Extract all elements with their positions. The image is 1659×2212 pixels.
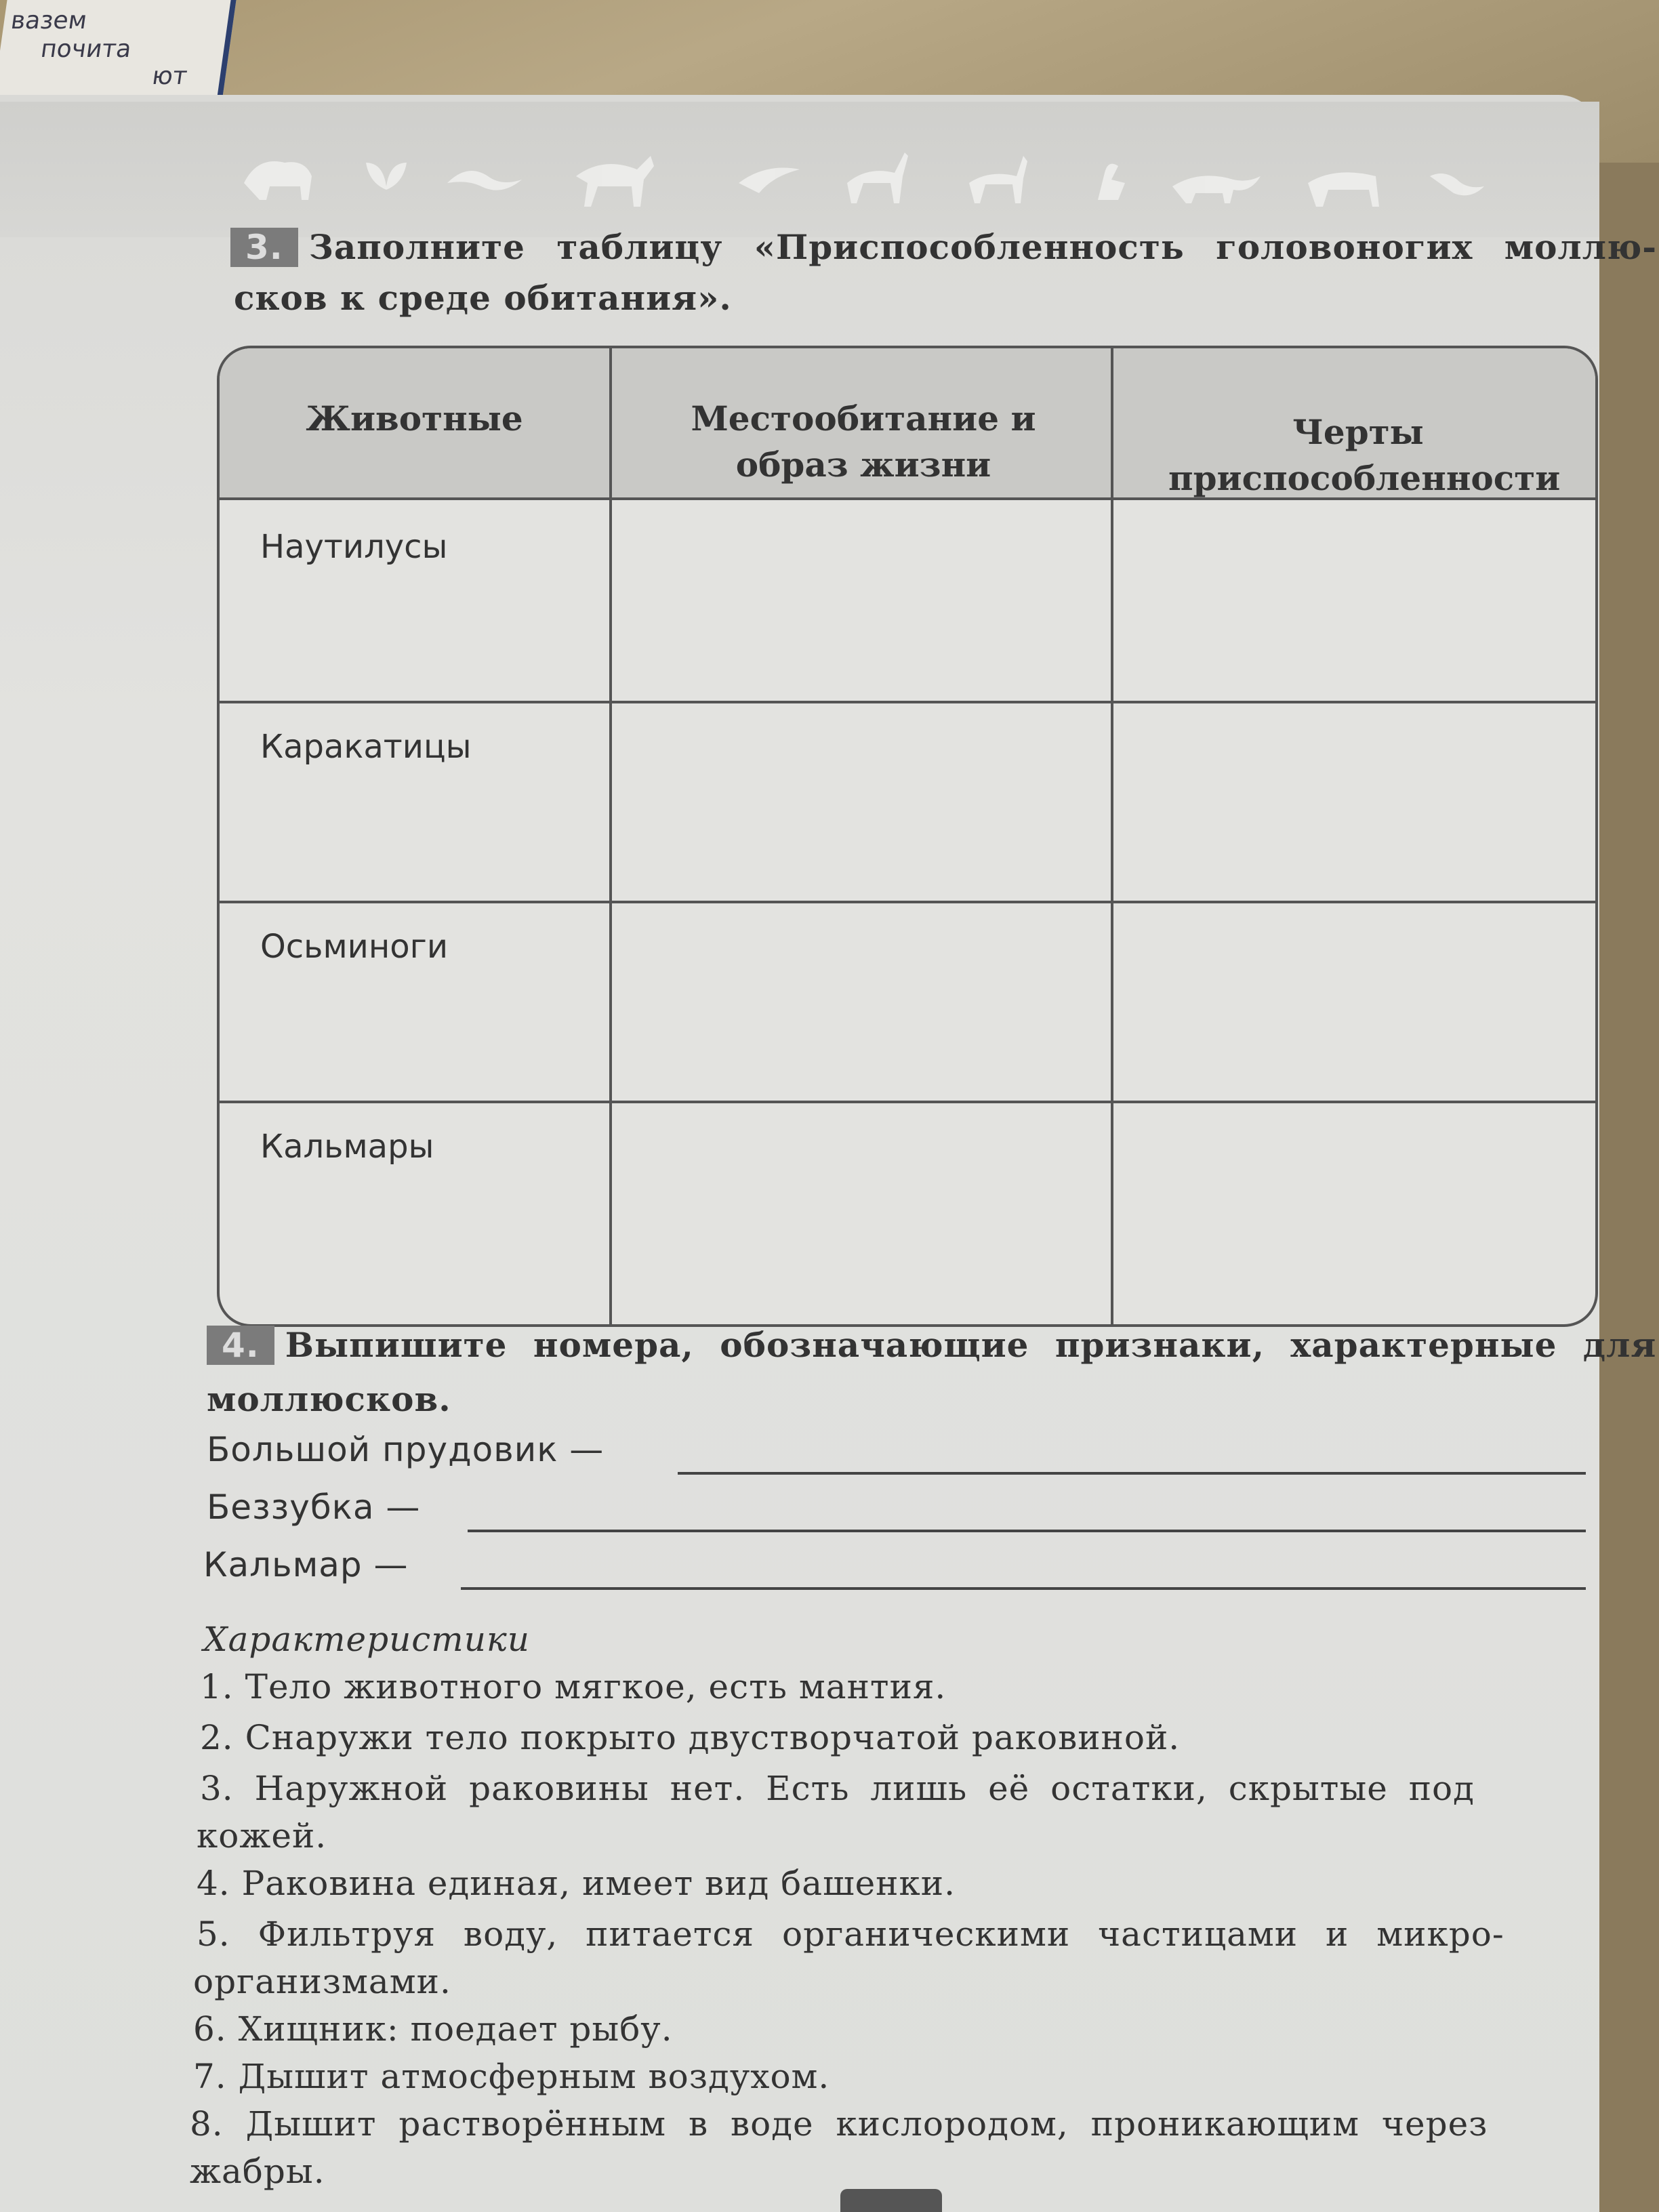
- field-label-squid: Кальмар —: [203, 1545, 409, 1584]
- fox-icon: [1172, 176, 1261, 203]
- field-label-mussel: Беззубка —: [207, 1488, 421, 1527]
- characteristic-5-cont: организмами.: [193, 1962, 451, 2001]
- column-divider-2: [1111, 348, 1113, 1324]
- cover-text-2: почита: [39, 35, 134, 63]
- characteristic-2: 2. Снаружи тело покрыто двустворчатой раковиной.: [200, 1718, 1181, 1757]
- task3-number: 3.: [230, 228, 298, 267]
- task4-heading-line2: моллюсков.: [207, 1379, 451, 1419]
- field-line-pond-snail[interactable]: [678, 1472, 1586, 1475]
- characteristic-3: 3. Наружной раковины нет. Есть лишь её остатки, скрытые под: [200, 1769, 1475, 1808]
- deer-icon: [969, 156, 1027, 203]
- cover-text-3: ют: [150, 62, 189, 90]
- field-label-pond-snail: Большой прудовик —: [207, 1430, 605, 1469]
- field-line-mussel[interactable]: [468, 1530, 1586, 1532]
- bird-icon: [739, 168, 800, 194]
- characteristic-1: 1. Тело животного мягкое, есть мантия.: [200, 1667, 947, 1706]
- field-line-squid[interactable]: [461, 1587, 1586, 1590]
- characteristic-4: 4. Раковина единая, имеет вид башенки.: [197, 1864, 956, 1903]
- task3-heading-line2: сков к среде обитания».: [234, 278, 732, 318]
- characteristics-title: Характеристики: [203, 1620, 530, 1659]
- cover-text-1: вазем: [9, 7, 89, 35]
- bison-icon: [244, 161, 312, 200]
- characteristic-8-cont: жабры.: [190, 2152, 325, 2191]
- header-animals: Животные: [306, 398, 523, 438]
- row-animal-nautilus: Наутилусы: [260, 528, 448, 566]
- book-cover: [0, 0, 237, 102]
- header-habitat: Местообитание и образ жизни: [691, 398, 1036, 485]
- task4-line1-text: Выпишите номера, обозначающие признаки, характерные для: [285, 1325, 1657, 1365]
- characteristic-3-cont: кожей.: [197, 1816, 327, 1856]
- task3-line1-text: Заполните таблицу «Приспособленность головоногих моллю-: [308, 227, 1658, 267]
- heron-icon: [1098, 164, 1125, 200]
- row-divider-3: [220, 1101, 1595, 1103]
- lizard-icon: [447, 171, 522, 190]
- characteristic-8: 8. Дышит растворённым в воде кислородом, проникающим через: [190, 2104, 1488, 2144]
- butterfly-icon: [366, 163, 407, 190]
- animal-silhouettes: [224, 136, 1565, 217]
- characteristic-7: 7. Дышит атмосферным воздухом.: [193, 2057, 830, 2096]
- adaptation-table: [217, 346, 1598, 1327]
- cattle-icon: [1308, 172, 1379, 207]
- task3-heading-line1: [230, 227, 1657, 267]
- page-number-tab: [840, 2189, 942, 2212]
- characteristic-5: 5. Фильтруя воду, питается органическими частицами и микро-: [197, 1914, 1504, 1954]
- row-divider-1: [220, 701, 1595, 703]
- characteristic-6: 6. Хищник: поедает рыбу.: [193, 2009, 673, 2049]
- gecko-icon: [1430, 173, 1484, 195]
- row-animal-cuttlefish: Каракатицы: [260, 728, 472, 766]
- antelope-icon: [847, 152, 908, 203]
- row-divider-2: [220, 901, 1595, 903]
- task4-heading-line1: [207, 1325, 1656, 1365]
- horse-icon: [576, 156, 654, 207]
- column-divider-1: [609, 348, 612, 1324]
- row-animal-squid: Кальмары: [260, 1128, 434, 1166]
- row-animal-octopus: Осьминоги: [260, 928, 449, 966]
- header-features: Черты приспособленности: [1168, 412, 1561, 498]
- task4-number: 4.: [207, 1326, 274, 1365]
